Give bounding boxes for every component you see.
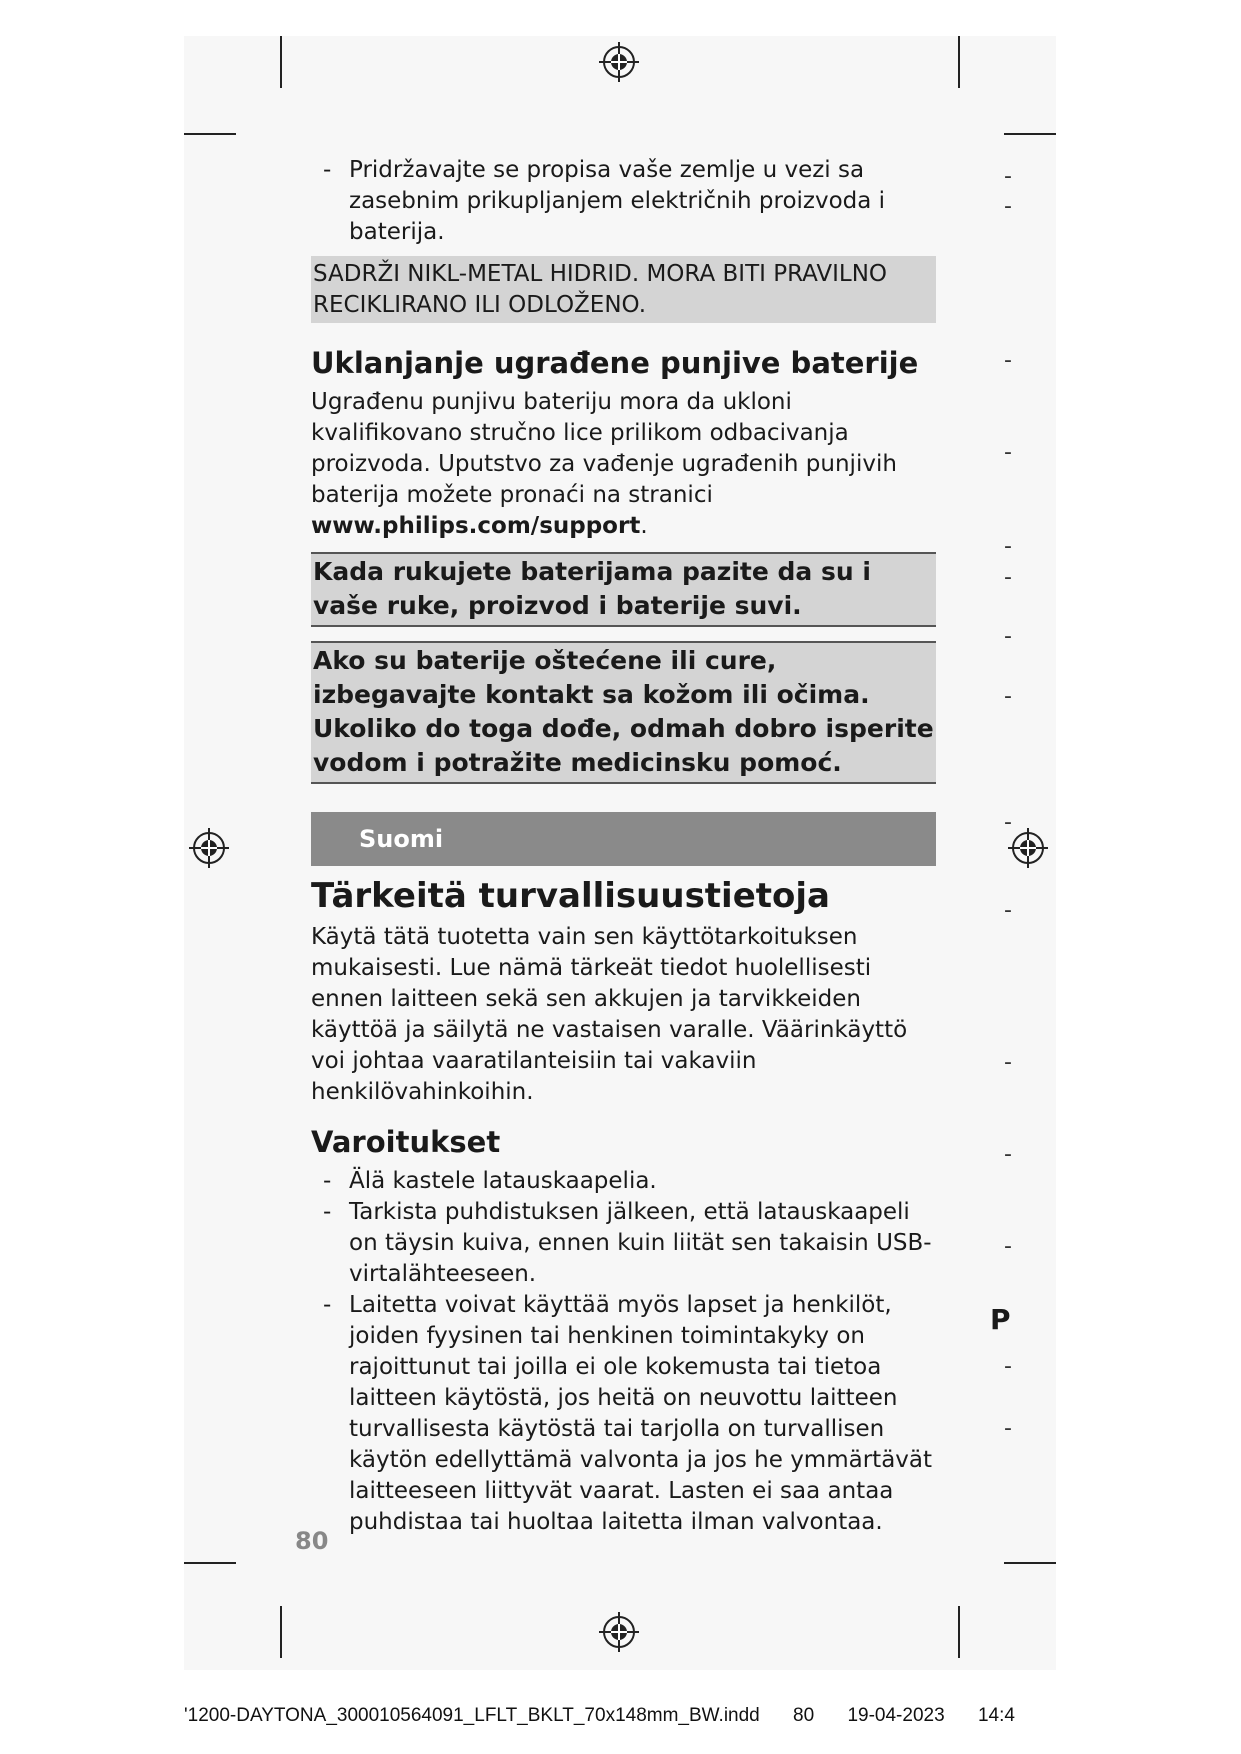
body-text: Käytä tätä tuotetta vain sen käyttötarkoituksen mukaisesti. Lue nämä tärkeät tiedot huolellisesti ennen laitteen sekä sen akkujen ja tarvikkeiden käyttöä ja säilytä ne vastaisen varalle. Väärinkäyttö voi johtaa vaaratilanteisiin tai vakaviin henkilövahinkoihin. [311,924,908,1105]
crop-mark [184,1562,236,1564]
crop-mark [958,36,960,88]
dash-mark: - [1004,348,1012,373]
crop-mark [958,1606,960,1658]
battery-removal-text: Ugrađenu punjivu bateriju mora da ukloni kvalifikovano stručno lice prilikom odbacivanja proizvoda. Uputstvo za vađenje ugrađenih punjivih baterija možete pronaći na stranici [311,389,897,508]
dash-mark: - [1004,534,1012,559]
list-item: - Tarkista puhdistuksen jälkeen, että latauskaapeli on täysin kuiva, ennen kuin liität sen takaisin USB-virtalähteeseen. [311,1197,936,1290]
dash-mark: - [1004,565,1012,590]
bullet-list [311,1166,936,1538]
dash-mark: - [1004,1234,1012,1259]
slug-date: 19-04-2023 [847,1705,945,1726]
warning-note: Kada rukujete baterijama pazite da su i vaše ruke, proizvod i baterije suvi. [311,552,936,627]
dash-mark: - [1004,1050,1012,1075]
list-item: - Pridržavajte se propisa vaše zemlje u vezi sa zasebnim prikupljanjem električnih proizvoda i baterija. [311,155,936,248]
page-number: 80 [295,1527,329,1555]
dash-mark: - [1004,440,1012,465]
dash-mark: - [1004,810,1012,835]
dash-mark: - [1004,164,1012,189]
page-content [311,155,936,1538]
warning-note: Ako su baterije oštećene ili cure, izbegavajte kontakt sa kožom ili očima. Ukoliko do toga dođe, odmah dobro isperite vodom i potražite medicinsku pomoć. [311,641,936,784]
crop-mark [1004,133,1056,135]
body-text [311,387,936,542]
bullet-list [311,155,936,248]
section-heading: Uklanjanje ugrađene punjive baterije [311,346,919,380]
crop-mark [280,1606,282,1658]
crop-mark [1004,1562,1056,1564]
page-title: Tärkeitä turvallisuustietoja [311,876,830,916]
registration-mark-icon [599,1612,639,1652]
dash-mark: - [1004,1416,1012,1441]
adjacent-heading-fragment: P [990,1303,1011,1336]
list-item: - Laitetta voivat käyttää myös lapset ja henkilöt, joiden fyysinen tai henkinen toimintakyky on rajoittunut tai joilla ei ole kokemusta tai tietoa laitteen käytöstä, jos heitä on neuvottu laitteen turvallisesta käytöstä tai tarjolla on turvallisen käytön edellyttämä valvonta ja jos he ymmärtävät laitteeseen liittyvät vaarat. Lasten ei saa antaa puhdistaa tai huoltaa laitetta ilman valvontaa. [311,1290,936,1538]
dash-mark: - [1004,624,1012,649]
support-link[interactable]: www.philips.com/support [311,513,641,539]
language-bar: Suomi [311,812,936,866]
slug-time: 14:4 [977,1705,1015,1726]
recycling-note: SADRŽI NIKL-METAL HIDRID. MORA BITI PRAVILNO RECIKLIRANO ILI ODLOŽENO. [311,256,936,323]
dash-mark: - [1004,194,1012,219]
slug-page: 80 [793,1705,815,1726]
section-heading: Varoitukset [311,1125,501,1159]
slug-filename: '1200-DAYTONA_300010564091_LFLT_BKLT_70x148mm_BW.indd [184,1705,760,1726]
list-item: - Älä kastele latauskaapelia. [311,1166,936,1197]
dash-mark: - [1004,1354,1012,1379]
registration-mark-icon [599,42,639,82]
crop-mark [184,133,236,135]
dash-mark: - [1004,1142,1012,1167]
print-slug [184,1705,1056,1727]
dash-mark: - [1004,898,1012,923]
crop-mark [280,36,282,88]
adjacent-page-edge [1004,150,1044,1450]
url-suffix: . [640,513,648,539]
dash-mark: - [1004,684,1012,709]
registration-mark-icon [189,828,229,868]
